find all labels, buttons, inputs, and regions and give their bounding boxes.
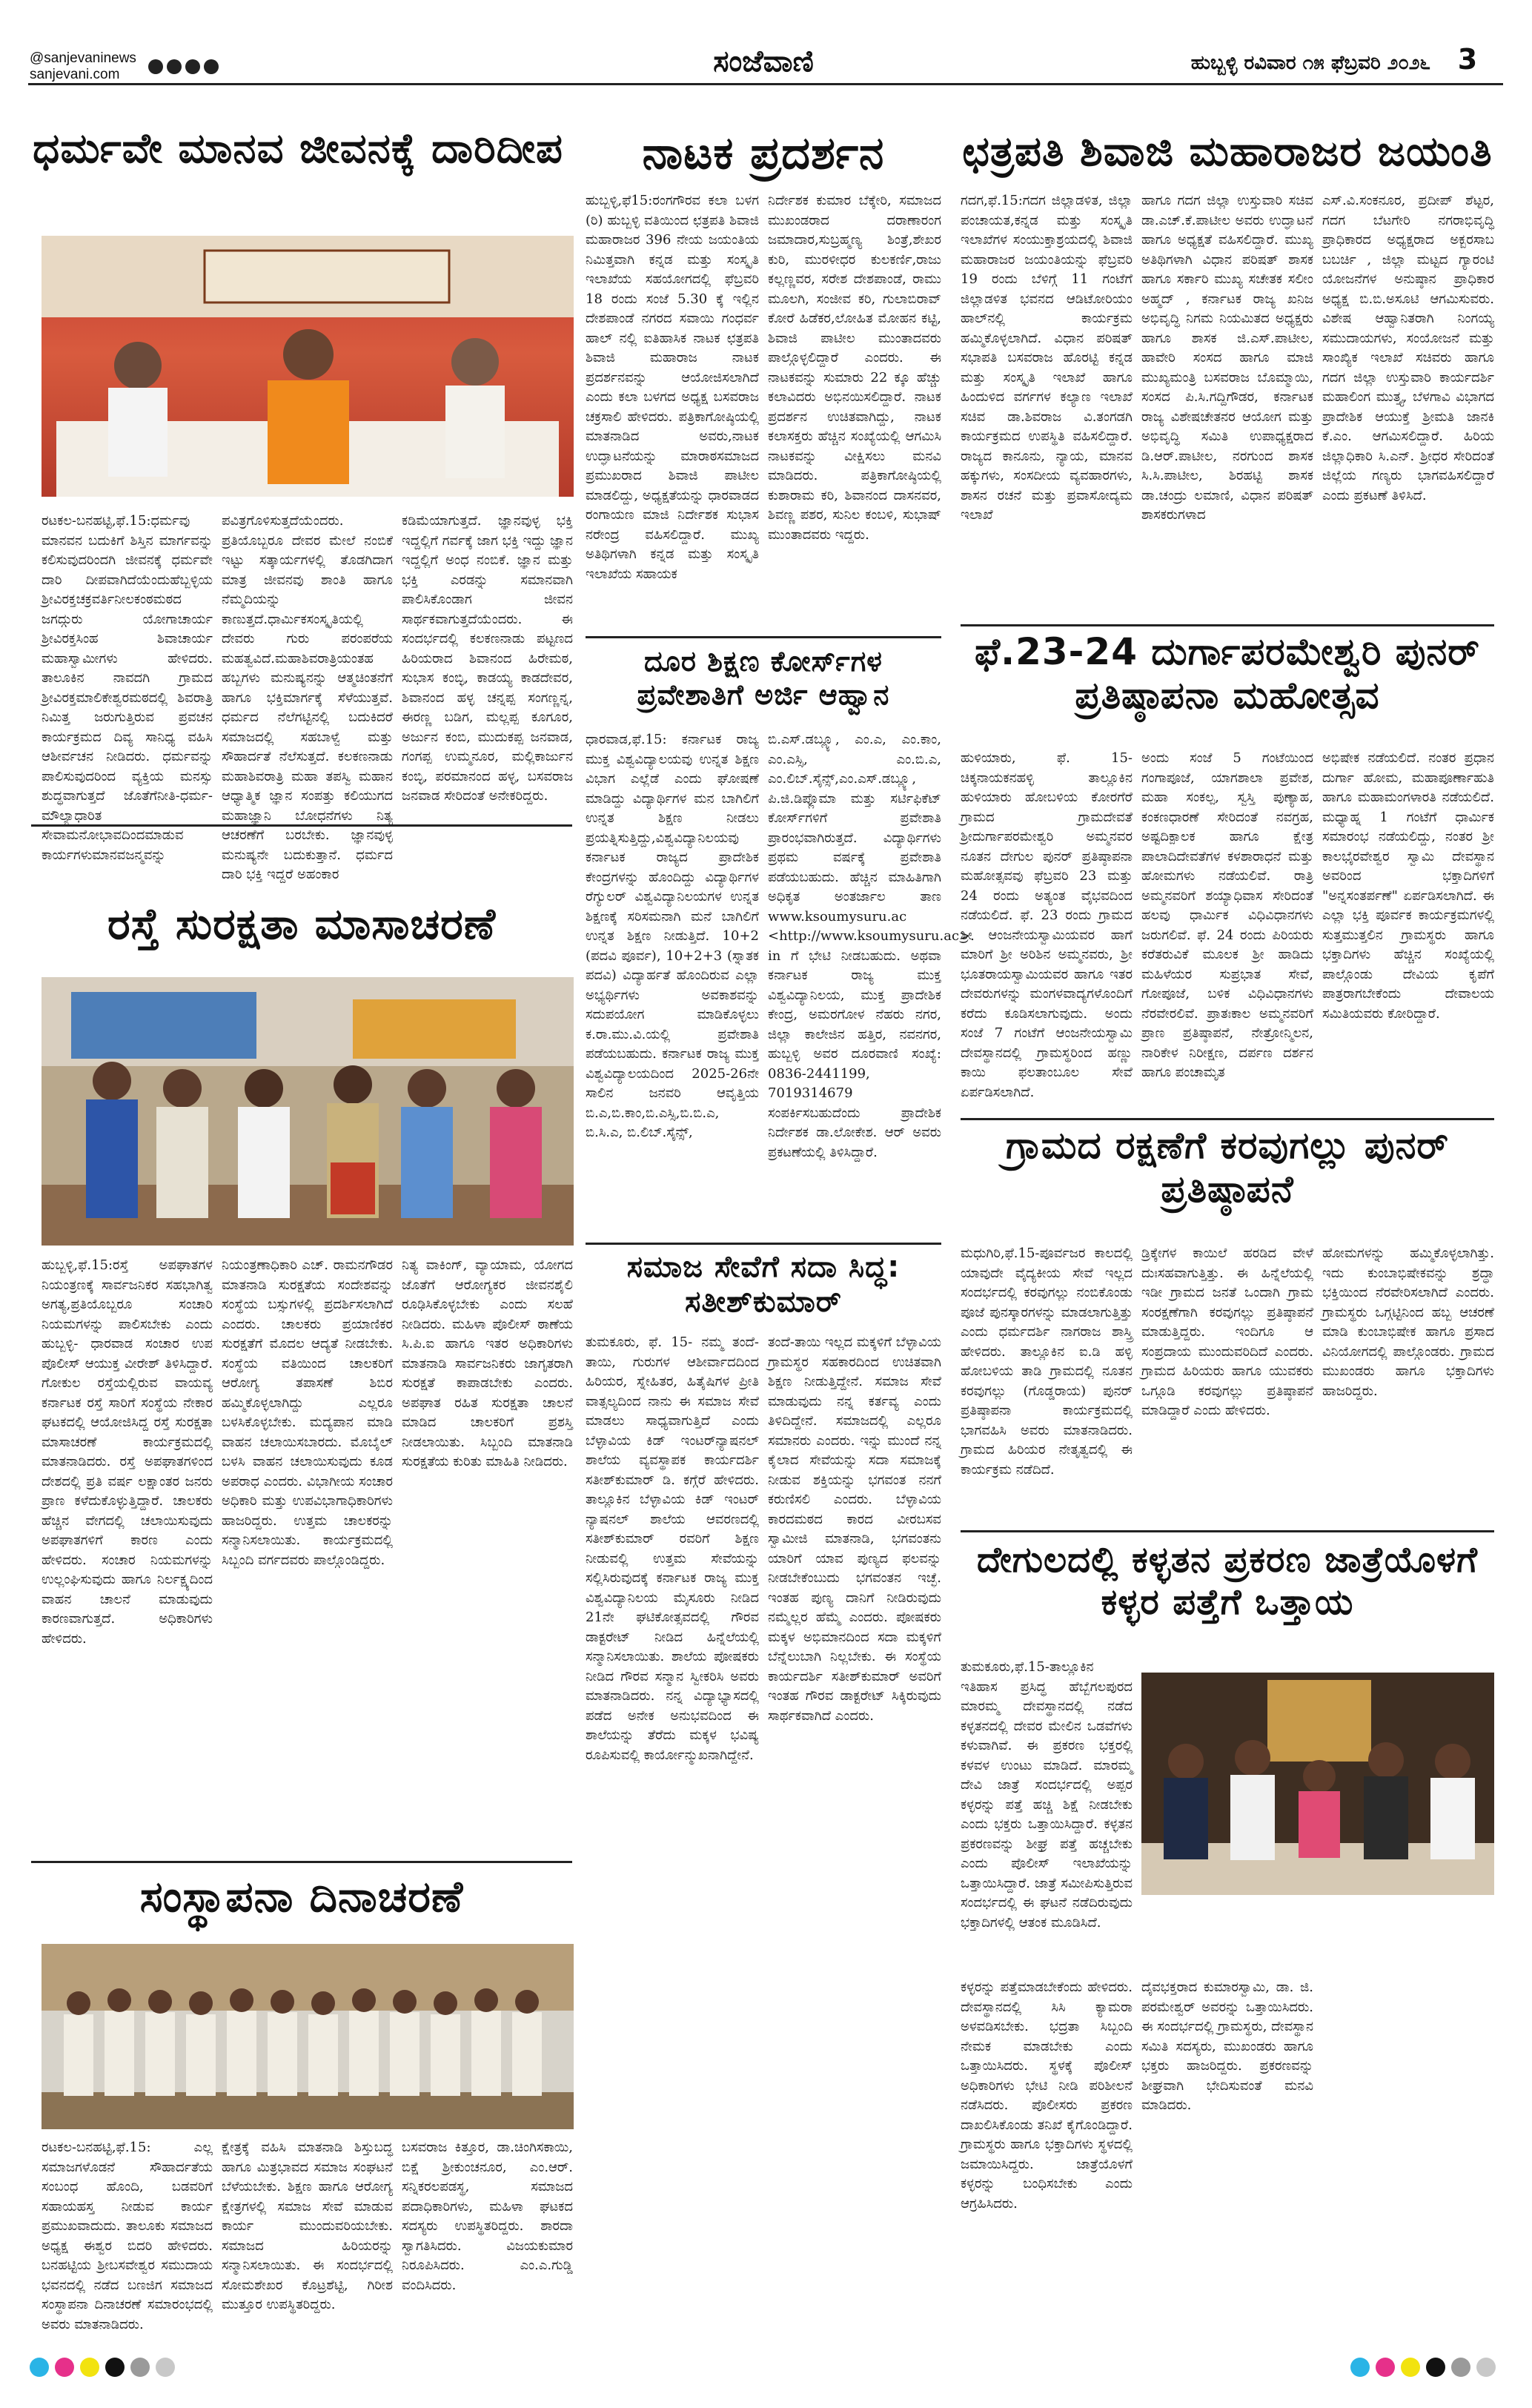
nataka-headline: ನಾಟಕ ಪ್ರದರ್ಶನ — [642, 128, 885, 179]
registration-marks-right — [1350, 2358, 1496, 2377]
kallatana-column: ತುಮಕೂರು,ಫೆ.15-ತಾಲ್ಲೂಕಿನ ಇತಿಹಾಸ ಪ್ರಸಿದ್ಧ ಹೆಬ್ಬೆಗಲಪುರದ ಮಾರಮ್ಮ ದೇವಸ್ಥಾನದಲ್ಲಿ ನಡೆದ ಕಳ್ಳತನದಲ್ಲಿ ದೇವರ ಮೇಲಿನ ಒಡವೆಗಳು ಕಳುವಾಗಿವೆ. ಈ ಪ್ರಕರಣ ಭಕ್ತರಲ್ಲಿ ಕಳವಳ ಉಂಟು ಮಾಡಿದೆ. ಮಾರಮ್ಮ ದೇವಿ ಜಾತ್ರೆ ಸಂದರ್ಭದಲ್ಲಿ ಅಪ್ಪರ ಕಳ್ಳರನ್ನು ಪತ್ತೆ ಹಚ್ಚಿ ಶಿಕ್ಷೆ ನೀಡಬೇಕು ಎಂದು ಭಕ್ತರು ಒತ್ತಾಯಿಸಿದ್ದಾರೆ. ಕಳ್ಳತನ ಪ್ರಕರಣವನ್ನು ಶೀಘ್ರ ಪತ್ತೆ ಹಚ್ಚಬೇಕು ಎಂದು ಪೊಲೀಸ್ ಇಲಾಖೆಯನ್ನು ಒತ್ತಾಯಿಸಿದ್ದಾರೆ. ಜಾತ್ರೆ ಸಮೀಪಿಸುತ್ತಿರುವ ಸಂದರ್ಭದಲ್ಲಿ ಈ ಘಟನೆ ನಡೆದಿರುವುದು ಭಕ್ತಾದಿಗಳಲ್ಲಿ ಆತಂಕ ಮೂಡಿಸಿದೆ. — [961, 1659, 1133, 1931]
shivaji-column: ಗದಗ,ಫೆ.15:ಗದಗ ಜಿಲ್ಲಾಡಳಿತ, ಜಿಲ್ಲಾ ಪಂಚಾಯತ,ಕನ್ನಡ ಮತ್ತು ಸಂಸ್ಕೃತಿ ಇಲಾಖೆಗಳ ಸಂಯುಕ್ತಾಶ್ರಯದಲ್ಲಿ ಶಿವಾಜಿ ಮಹಾರಾಜರ ಜಯಂತಿಯನ್ನು ಫೆಬ್ರವರಿ 19 ರಂದು ಬೆಳಿಗ್ಗೆ 11 ಗಂಟೆಗೆ ಜಿಲ್ಲಾಡಳಿತ ಭವನದ ಆಡಿಟೋರಿಯಂ ಹಾಲ್‌ನಲ್ಲಿ ಕಾರ್ಯಕ್ರಮ ಹಮ್ಮಿಕೊಳ್ಳಲಾಗಿದೆ. ವಿಧಾನ ಪರಿಷತ್ ಸಭಾಪತಿ ಬಸವರಾಜ ಹೊರಟ್ಟಿ ಕನ್ನಡ ಮತ್ತು ಸಂಸ್ಕೃತಿ ಇಲಾಖೆ ಹಾಗೂ ಹಿಂದುಳಿದ ವರ್ಗಗಳ ಕಲ್ಯಾಣ ಇಲಾಖೆ ಸಚಿವ ಡಾ.ಶಿವರಾಜ ವಿ.ತಂಗಡಗಿ ಕಾರ್ಯಕ್ರಮದ ಉಪಸ್ಥಿತಿ ವಹಿಸಲಿದ್ದಾರೆ. ರಾಜ್ಯದ ಕಾನೂನು, ನ್ಯಾಯ, ಮಾನವ ಹಕ್ಕುಗಳು, ಸಂಸದೀಯ ವ್ಯವಹಾರಗಳು, ಶಾಸನ ರಚನೆ ಮತ್ತು ಪ್ರವಾಸೋದ್ಯಮ ಇಲಾಖೆ — [961, 193, 1133, 523]
shivaji-column: ಹಾಗೂ ಗದಗ ಜಿಲ್ಲಾ ಉಸ್ತುವಾರಿ ಸಚಿವ ಡಾ.ಎಚ್.ಕೆ.ಪಾಟೀಲ ಅವರು ಉದ್ಘಾಟನೆ ಹಾಗೂ ಅಧ್ಯಕ್ಷತೆ ವಹಿಸಲಿದ್ದಾರೆ. ಮುಖ್ಯ ಅತಿಥಿಗಳಾಗಿ ವಿಧಾನ ಪರಿಷತ್ ಶಾಸಕ ಹಾಗೂ ಸರ್ಕಾರಿ ಮುಖ್ಯ ಸಚೇತಕ ಸಲೀಂ ಅಹ್ಮದ್ , ಕರ್ನಾಟಕ ರಾಜ್ಯ ಖನಿಜ ಅಭಿವೃದ್ಧಿ ನಿಗಮ ನಿಯಮಿತದ ಅಧ್ಯಕ್ಷರು ಹಾಗೂ ಶಾಸಕ ಜಿ.ಎಸ್.ಪಾಟೀಲ, ಹಾವೇರಿ ಸಂಸದ ಹಾಗೂ ಮಾಜಿ ಮುಖ್ಯಮಂತ್ರಿ ಬಸವರಾಜ ಬೊಮ್ಮಾಯಿ, ಸಂಸದ ಪಿ.ಸಿ.ಗದ್ದಿಗೌಡರ, ಕರ್ನಾಟಕ ರಾಜ್ಯ ವಿಶೇಷಚೇತನರ ಆಯೋಗ ಮತ್ತು ಅಭಿವೃದ್ಧಿ ಸಮಿತಿ ಉಪಾಧ್ಯಕ್ಷರಾದ ಡಿ.ಆರ್.ಪಾಟೀಲ, ನರಗುಂದ ಶಾಸಕ ಸಿ.ಸಿ.ಪಾಟೀಲ, ಶಿರಹಟ್ಟಿ ಶಾಸಕ ಡಾ.ಚಂದ್ರು ಲಮಾಣಿ, ವಿಧಾನ ಪರಿಷತ್ ಶಾಸಕರುಗಳಾದ — [1141, 193, 1313, 523]
dateline: ಹುಬ್ಬಳ್ಳಿ ರವಿವಾರ ೧೫ ಫೆಬ್ರವರಿ ೨೦೨೬ — [1190, 52, 1430, 74]
registration-dot — [1476, 2358, 1496, 2377]
raste-body — [42, 1256, 574, 1886]
dharma-headline: ಧರ್ಮವೇ ಮಾನವ ಜೀವನಕ್ಕೆ ದಾರಿದೀಪ — [33, 125, 563, 173]
registration-dot — [1350, 2358, 1370, 2377]
raste-column: ನಿಯಂತ್ರಣಾಧಿಕಾರಿ ಎಚ್. ರಾಮನಗೌಡರ ಮಾತನಾಡಿ ಸುರಕ್ಷತೆಯ ಸಂದೇಶವನ್ನು ಸಂಸ್ಥೆಯ ಬಸ್ಸುಗಳಲ್ಲಿ ಪ್ರದರ್ಶಿಸಲಾಗಿದೆ ಎಂದರು. ಚಾಲಕರು ಪ್ರಯಾಣಿಕರ ಸುರಕ್ಷತೆಗೆ ಮೊದಲ ಆದ್ಯತೆ ನೀಡಬೇಕು. ಸಂಸ್ಥೆಯ ವತಿಯಿಂದ ಚಾಲಕರಿಗೆ ಆರೋಗ್ಯ ತಪಾಸಣೆ ಶಿಬಿರ ಹಮ್ಮಿಕೊಳ್ಳಲಾಗಿದ್ದು ಎಲ್ಲರೂ ಬಳಸಿಕೊಳ್ಳಬೇಕು. ಮದ್ಯಪಾನ ಮಾಡಿ ವಾಹನ ಚಲಾಯಿಸಬಾರದು. ಮೊಬೈಲ್ ಬಳಸಿ ವಾಹನ ಚಲಾಯಿಸುವುದು ಕೂಡ ಅಪರಾಧ ಎಂದರು. ವಿಭಾಗೀಯ ಸಂಚಾರ ಅಧಿಕಾರಿ ಮತ್ತು ಉಪವಿಭಾಗಾಧಿಕಾರಿಗಳು ಹಾಜರಿದ್ದರು. ಉತ್ತಮ ಚಾಲಕರನ್ನು ಸನ್ಮಾನಿಸಲಾಯಿತು. ಕಾರ್ಯಕ್ರಮದಲ್ಲಿ ಸಿಬ್ಬಂದಿ ವರ್ಗದವರು ಪಾಲ್ಗೊಂಡಿದ್ದರು. — [222, 1257, 393, 1568]
samsthapana-column: ಬಸವರಾಜ ಕಿತ್ತೂರ, ಡಾ.ಚಿಂಗಿಸಕಾಯಿ, ಬಿಕ್ಷೆ ಶ್ರೀಕುಂಚನೂರ, ಎಂ.ಆರ್. ಸನ್ನಿಕರಲಪಡಸ್ಥ, ಸಮಾಜದ ಪದಾಧಿಕಾರಿಗಳು, ಮಹಿಳಾ ಘಟಕದ ಸದಸ್ಯರು ಉಪಸ್ಥಿತರಿದ್ದರು. ಶಾರದಾ ಸ್ವಾಗತಿಸಿದರು. ವಿಜಯಕುಮಾರ ನಿರೂಪಿಸಿದರು. ಎಂ.ಎ.ಗುಡ್ಡಿ ವಂದಿಸಿದರು. — [402, 2140, 573, 2293]
shivaji-body — [961, 191, 1494, 615]
registration-dot — [1376, 2358, 1395, 2377]
samsthapana-rule — [31, 1861, 572, 1863]
social-icons — [148, 59, 219, 74]
registration-dot — [1401, 2358, 1420, 2377]
raste-column: ನಿತ್ಯ ವಾಕಿಂಗ್, ವ್ಯಾಯಾಮ, ಯೋಗದ ಜೊತೆಗೆ ಆರೋಗ್ಯಕರ ಜೀವನಶೈಲಿ ರೂಢಿಸಿಕೊಳ್ಳಬೇಕು ಎಂದು ಸಲಹೆ ನೀಡಿದರು. ಮಹಿಳಾ ಪೊಲೀಸ್ ಠಾಣೆಯ ಸಿ.ಪಿ.ಐ ಹಾಗೂ ಇತರ ಅಧಿಕಾರಿಗಳು ಮಾತನಾಡಿ ಸಾರ್ವಜನಿಕರು ಜಾಗೃತರಾಗಿ ಸುರಕ್ಷತೆ ಕಾಪಾಡಬೇಕು ಎಂದರು. ಅಪಘಾತ ರಹಿತ ಸುರಕ್ಷತಾ ಚಾಲನೆ ಮಾಡಿದ ಚಾಲಕರಿಗೆ ಪ್ರಶಸ್ತಿ ನೀಡಲಾಯಿತು. ಸಿಬ್ಬಂದಿ ಮಾತನಾಡಿ ಸುರಕ್ಷತೆಯ ಕುರಿತು ಮಾಹಿತಿ ನೀಡಿದರು. — [402, 1257, 573, 1469]
samsthapana-column: ಕ್ಷೇತ್ರಕ್ಕೆ ವಹಿಸಿ ಮಾತನಾಡಿ ಶಿಸ್ತುಬದ್ಧ ಹಾಗೂ ಮಿತ್ರಭಾವದ ಸಮಾಜ ಸಂಘಟನೆ ಬೆಳೆಯಬೇಕು. ಶಿಕ್ಷಣ ಹಾಗೂ ಆರೋಗ್ಯ ಕ್ಷೇತ್ರಗಳಲ್ಲಿ ಸಮಾಜ ಸೇವೆ ಮಾಡುವ ಕಾರ್ಯ ಮುಂದುವರಿಯಬೇಕು. ಸಮಾಜದ ಹಿರಿಯರನ್ನು ಸನ್ಮಾನಿಸಲಾಯಿತು. ಈ ಸಂದರ್ಭದಲ್ಲಿ ಸೋಮಶೇಖರ ಕೊಟ್ರಶೆಟ್ಟಿ, ಗಿರೀಶ ಮುತ್ತೂರ ಉಪಸ್ಥಿತರಿದ್ದರು. — [222, 2140, 393, 2312]
samsthapana-body — [42, 2138, 574, 2340]
samsthapana-photo — [42, 1944, 574, 2129]
samaja-column: ತುಮಕೂರು, ಫೆ. 15- ನಮ್ಮ ತಂದೆ-ತಾಯಿ, ಗುರುಗಳ ಆಶೀರ್ವಾದದಿಂದ ಹಿರಿಯರ, ಸ್ನೇಹಿತರ, ಹಿತೈಷಿಗಳ ಪ್ರೀತಿ ವಾತ್ಸಲ್ಯದಿಂದ ನಾನು ಈ ಸಮಾಜ ಸೇವೆ ಮಾಡಲು ಸಾಧ್ಯವಾಗುತ್ತಿದೆ ಎಂದು ಬೆಳ್ಳಾವಿಯ ಕಿಡ್ ಇಂಟರ್‌ನ್ಯಾಷನಲ್ ಶಾಲೆಯ ವ್ಯವಸ್ಥಾಪಕ ಕಾರ್ಯದರ್ಶಿ ಸತೀಶ್‌ಕುಮಾರ್ ಡಿ. ಕಗ್ಗೆರೆ ಹೇಳಿದರು. ತಾಲ್ಲೂಕಿನ ಬೆಳ್ಳಾವಿಯ ಕಿಡ್ ಇಂಟರ್ ನ್ಯಾಷನಲ್ ಶಾಲೆಯ ಆವರಣದಲ್ಲಿ ಸತೀಶ್‌ಕುಮಾರ್ ರವರಿಗೆ ಶಿಕ್ಷಣ ನೀಡುವಲ್ಲಿ ಉತ್ತಮ ಸೇವೆಯನ್ನು ಸಲ್ಲಿಸಿರುವುದಕ್ಕೆ ಕರ್ನಾಟಕ ರಾಜ್ಯ ಮುಕ್ತ ವಿಶ್ವವಿದ್ಯಾನಿಲಯ ಮೈಸೂರು ನೀಡಿದ 21ನೇ ಘಟಿಕೋತ್ಸವದಲ್ಲಿ ಗೌರವ ಡಾಕ್ಟರೇಟ್ ನೀಡಿದ ಹಿನ್ನೆಲೆಯಲ್ಲಿ ಸನ್ಮಾನಿಸಲಾಯಿತು. ಶಾಲೆಯ ಪೋಷಕರು ನೀಡಿದ ಗೌರವ ಸನ್ಮಾನ ಸ್ವೀಕರಿಸಿ ಅವರು ಮಾತನಾಡಿದರು. ನನ್ನ ವಿದ್ಯಾಭ್ಯಾಸದಲ್ಲಿ ಪಡೆದ ಅನೇಕ ಅನುಭವದಿಂದ ಈ ಶಾಲೆಯನ್ನು ತೆರೆದು ಮಕ್ಕಳ ಭವಿಷ್ಯ ರೂಪಿಸುವಲ್ಲಿ ಕಾರ್ಯೋನ್ಮುಖನಾಗಿದ್ದೇನೆ. — [586, 1334, 759, 1763]
facebook-icon[interactable] — [148, 59, 163, 74]
registration-dot — [105, 2358, 125, 2377]
durga-column: ಅಂದು ಸಂಜೆ 5 ಗಂಟೆಯಿಂದ ಗಂಗಾಪೂಜೆ, ಯಾಗಶಾಲಾ ಪ್ರವೇಶ, ಮಹಾ ಸಂಕಲ್ಪ, ಸ್ವಸ್ತಿ ಪುಣ್ಯಾಹ, ಕಂಕಣಧಾರಣೆ ಸೇರಿದಂತೆ ನವಗ್ರಹ, ಅಷ್ಟದಿಕ್ಪಾಲಕ ಹಾಗೂ ಕ್ಷೇತ್ರ ಪಾಲಾದಿದೇವತೆಗಳ ಕಳಶಾರಾಧನೆ ಮತ್ತು ಹೋಮಗಳು ನಡೆಯಲಿವೆ. ರಾತ್ರಿ ಅಮ್ಮನವರಿಗೆ ಶಯ್ಯಾಧಿವಾಸ ಸೇರಿದಂತೆ ಹಲವು ಧಾರ್ಮಿಕ ವಿಧಿವಿಧಾನಗಳು ಜರುಗಲಿವೆ. ಫೆ. 24 ರಂದು ಪಿರಿಯರು ಕರೆತರುವಿಕೆ ಮೂಲಕ ಶ್ರೀ ಹಾಡಿದು ಮಹಿಳೆಯರ ಸುಪ್ರಭಾತ ಸೇವೆ, ಗೋಪೂಜೆ, ಬಳಿಕ ವಿಧಿವಿಧಾನಗಳು ನೆರವೇರಲಿವೆ. ಪ್ರಾತಃಕಾಲ ಅಮ್ಮನವರಿಗೆ ಪ್ರಾಣ ಪ್ರತಿಷ್ಠಾಪನೆ, ನೇತ್ರೋನ್ಮಿಲನ, ನಾರಿಕೇಳ ನಿರೀಕ್ಷಣ, ದರ್ಪಣ ದರ್ಶನ ಹಾಗೂ ಪಂಚಾಮೃತ — [1141, 750, 1313, 1080]
kallatana-photo — [1141, 1673, 1494, 1895]
kallatana-body-bottom — [961, 1978, 1494, 2289]
registration-dot — [130, 2358, 150, 2377]
karavu-column: ಡ್ರಿಕ್ಕೇಗಳ ಕಾಯಿಲೆ ಹರಡಿದ ವೇಳೆ ದುಃಸಹವಾಗುತ್ತಿತ್ತು. ಈ ಹಿನ್ನೆಲೆಯಲ್ಲಿ ಇಡೀ ಗ್ರಾಮದ ಜನತೆ ಒಂದಾಗಿ ಗ್ರಾಮ ಸಂರಕ್ಷಣೆಗಾಗಿ ಕರವುಗಲ್ಲು ಪ್ರತಿಷ್ಠಾಪನೆ ಮಾಡುತ್ತಿದ್ದರು. ಇಂದಿಗೂ ಆ ಸಂಪ್ರದಾಯ ಮುಂದುವರಿದಿದೆ ಎಂದರು. ಗ್ರಾಮದ ಹಿರಿಯರು ಹಾಗೂ ಯುವಕರು ಒಗ್ಗೂಡಿ ಕರವುಗಲ್ಲು ಪ್ರತಿಷ್ಠಾಪನೆ ಮಾಡಿದ್ದಾರೆ ಎಂದು ಹೇಳಿದರು. — [1141, 1246, 1313, 1418]
samaja-column: ತಂದೆ-ತಾಯಿ ಇಲ್ಲದ ಮಕ್ಕಳಿಗೆ ಬೆಳ್ಳಾವಿಯ ಗ್ರಾಮಸ್ಥರ ಸಹಕಾರದಿಂದ ಉಚಿತವಾಗಿ ಶಿಕ್ಷಣ ನೀಡುತ್ತಿದ್ದೇನೆ. ಸಮಾಜ ಸೇವೆ ಮಾಡುವುದು ನನ್ನ ಕರ್ತವ್ಯ ಎಂದು ತಿಳಿದಿದ್ದೇನೆ. ಸಮಾಜದಲ್ಲಿ ಎಲ್ಲರೂ ಸಮಾನರು ಎಂದರು. ಇನ್ನು ಮುಂದೆ ನನ್ನ ಕೈಲಾದ ಸೇವೆಯನ್ನು ಸದಾ ಸಮಾಜಕ್ಕೆ ನೀಡುವ ಶಕ್ತಿಯನ್ನು ಭಗವಂತ ನನಗೆ ಕರುಣಿಸಲಿ ಎಂದರು. ಬೆಳ್ಳಾವಿಯ ಕಾರದಮಠದ ಕಾರದ ವೀರಬಸವ ಸ್ವಾಮೀಜಿ ಮಾತನಾಡಿ, ಭಗವಂತನು ಯಾರಿಗೆ ಯಾವ ಪುಣ್ಯದ ಫಲವನ್ನು ನೀಡಬೇಕೆಂಬುದು ಭಗವಂತನ ಇಚ್ಛೆ. ಇಂತಹ ಪುಣ್ಯ ದಾನಿಗೆ ನೀಡಿರುವುದು ನಮ್ಮೆಲ್ಲರ ಹೆಮ್ಮೆ ಎಂದರು. ಪೋಷಕರು ಮಕ್ಕಳ ಅಭಿಮಾನದಿಂದ ಸದಾ ಮಕ್ಕಳಿಗೆ ಬೆನ್ನೆಲುಬಾಗಿ ನಿಲ್ಲಬೇಕು. ಈ ಸಂಸ್ಥೆಯ ಕಾರ್ಯದರ್ಶಿ ಸತೀಶ್‌ಕುಮಾರ್ ಅವರಿಗೆ ಇಂತಹ ಗೌರವ ಡಾಕ್ಟರೇಟ್ ಸಿಕ್ಕಿರುವುದು ಸಾರ್ಥಕವಾಗಿದೆ ಎಂದರು. — [768, 1334, 941, 1724]
shikshana-rule — [586, 636, 941, 638]
dharma-body — [42, 512, 574, 882]
shivaji-column: ಎಸ್.ವಿ.ಸಂಕನೂರ, ಪ್ರದೀಪ್ ಶೆಟ್ಟರ, ಗದಗ ಬೆಟಗೇರಿ ನಗರಾಭಿವೃದ್ಧಿ ಪ್ರಾಧಿಕಾರದ ಅಧ್ಯಕ್ಷರಾದ ಅಕ್ಬರಸಾಬ ಬಬರ್ಚಿ , ಜಿಲ್ಲಾ ಮಟ್ಟದ ಗ್ಯಾರಂಟಿ ಯೋಜನೆಗಳ ಅನುಷ್ಠಾನ ಪ್ರಾಧಿಕಾರ ಅಧ್ಯಕ್ಷ ಬಿ.ಬಿ.ಅಸೂಟಿ ಆಗಮಿಸುವರು. ವಿಶೇಷ ಆಹ್ವಾನಿತರಾಗಿ ನಿಂಗಯ್ಯ ಸಮುದಾಯಗಳು, ಸಂಯೋಜನೆ ಮತ್ತು ಸಾಂಖ್ಯಿಕ ಇಲಾಖೆ ಸಚಿವರು ಹಾಗೂ ಗದಗ ಜಿಲ್ಲಾ ಉಸ್ತುವಾರಿ ಕಾರ್ಯದರ್ಶಿ ಮಹಾಲಿಂಗ ಮುತ್ತ್ಯ, ಬೆಳಗಾವಿ ವಿಭಾಗದ ಪ್ರಾದೇಶಿಕ ಆಯುಕ್ತೆ ಶ್ರೀಮತಿ ಜಾನಕಿ ಕೆ.ಎಂ. ಆಗಮಿಸಲಿದ್ದಾರೆ. ಹಿರಿಯ ಜಿಲ್ಲಾಧಿಕಾರಿ ಸಿ.ಎನ್. ಶ್ರೀಧರ ಸೇರಿದಂತೆ ಜಿಲ್ಲೆಯ ಗಣ್ಯರು ಭಾಗವಹಿಸಲಿದ್ದಾರೆ ಎಂದು ಪ್ರಕಟಣೆ ತಿಳಿಸಿದೆ. — [1322, 193, 1494, 503]
kallatana-body-top — [961, 1658, 1133, 1969]
samaja-body — [586, 1333, 941, 2341]
kallatana-photo-scene — [1141, 1673, 1494, 1895]
shikshana-column: ಬಿ.ಎಸ್.ಡಬ್ಲ್ಯೂ, ಎಂ.ಎ, ಎಂ.ಕಾಂ, ಎಂ.ಎಸ್ಸಿ, ಎಂ.ಬಿ.ಎ, ಎಂ.ಲಿಬ್.ಸೈನ್ಸ್,ಎಂ.ಎಸ್.ಡಬ್ಲ್ಯೂ, ಪಿ.ಜಿ.ಡಿಪ್ಲೊಮಾ ಮತ್ತು ಸರ್ಟಿಫಿಕೆಟ್ ಕೋರ್ಸ್‌ಗಳಿಗೆ ಪ್ರವೇಶಾತಿ ಪ್ರಾರಂಭವಾಗಿರುತ್ತದೆ. ವಿದ್ಯಾರ್ಥಿಗಳು ಪ್ರಥಮ ವರ್ಷಕ್ಕೆ ಪ್ರವೇಶಾತಿ ಪಡೆಯಬಹುದು. ಹೆಚ್ಚಿನ ಮಾಹಿತಿಗಾಗಿ ಅಧಿಕೃತ ಅಂತರ್ಜಾಲ ತಾಣ www.ksoumysuru.ac <http://www.ksoumysuru.ac>. in ಗೆ ಭೇಟಿ ನೀಡಬಹುದು. ಅಥವಾ ಕರ್ನಾಟಕ ರಾಜ್ಯ ಮುಕ್ತ ವಿಶ್ವವಿದ್ಯಾನಿಲಯ, ಮುಕ್ತ ಪ್ರಾದೇಶಿಕ ಕೇಂದ್ರ, ಅಮರಗೋಳ ನೆಹರು ನಗರ, ಜಿಲ್ಲಾ ಕಾಲೇಜಿನ ಹತ್ತಿರ, ನವನಗರ, ಹುಬ್ಬಳ್ಳಿ ಅವರ ದೂರವಾಣಿ ಸಂಖ್ಯೆ: 0836-2441199, 7019314679 ಸಂಪರ್ಕಿಸಬಹುದೆಂದು ಪ್ರಾದೇಶಿಕ ನಿರ್ದೇಶಕ ಡಾ.ಲೋಕೇಶ. ಆರ್ ಅವರು ಪ್ರಕಟಣೆಯಲ್ಲಿ ತಿಳಿಸಿದ್ದಾರೆ. — [768, 732, 975, 1160]
nataka-column: ಹುಬ್ಬಳ್ಳಿ,ಫೆ15:ರಂಗಗೌರವ ಕಲಾ ಬಳಗ (ರಿ) ಹುಬ್ಬಳ್ಳಿ ವತಿಯಿಂದ ಛತ್ರಪತಿ ಶಿವಾಜಿ ಮಹಾರಾಜರ 396 ನೇಯ ಜಯಂತಿಯ ನಿಮಿತ್ತವಾಗಿ ಕನ್ನಡ ಮತ್ತು ಸಂಸ್ಕೃತಿ ಇಲಾಖೆಯ ಸಹಯೋಗದಲ್ಲಿ ಫೆಬ್ರವರಿ 18 ರಂದು ಸಂಜೆ 5.30 ಕ್ಕೆ ಇಲ್ಲಿನ ದೇಶಪಾಂಡೆ ನಗರದ ಸವಾಯಿ ಗಂಧರ್ವ ಹಾಲ್ ನಲ್ಲಿ ಐತಿಹಾಸಿಕ ನಾಟಕ ಛತ್ರಪತಿ ಶಿವಾಜಿ ಮಹಾರಾಜ ನಾಟಕ ಪ್ರದರ್ಶನವನ್ನು ಆಯೋಜಿಸಲಾಗಿದೆ ಎಂದು ಕಲಾ ಬಳಗದ ಅಧ್ಯಕ್ಷ ಬಸವರಾಜ ಚಕ್ರಸಾಲಿ ಹೇಳಿದರು. ಪತ್ರಿಕಾಗೋಷ್ಠಿಯಲ್ಲಿ ಮಾತನಾಡಿದ ಅವರು,ನಾಟಕ ಉದ್ಘಾಟನೆಯನ್ನು ಮಾರಾಠಸಮಾಜದ ಪ್ರಮುಖರಾದ ಶಿವಾಜಿ ಪಾಟೀಲ ಮಾಡಲಿದ್ದು, ಅಧ್ಯಕ್ಷತೆಯನ್ನು ಧಾರವಾಡದ ರಂಗಾಯಣ ಮಾಜಿ ನಿರ್ದೇಶಕ ಸುಭಾಸ ನರೇಂದ್ರ ವಹಿಸಲಿದ್ದಾರೆ. ಮುಖ್ಯ ಅತಿಥಿಗಳಾಗಿ ಕನ್ನಡ ಮತ್ತು ಸಂಸ್ಕೃತಿ ಇಲಾಖೆಯ ಸಹಾಯಕ — [586, 193, 759, 582]
raste-column: ಹುಬ್ಬಳ್ಳಿ,ಫೆ.15:ರಸ್ತೆ ಅಪಘಾತಗಳ ನಿಯಂತ್ರಣಕ್ಕೆ ಸಾರ್ವಜನಿಕರ ಸಹಭಾಗಿತ್ವ ಅಗತ್ಯ,ಪ್ರತಿಯೊಬ್ಬರೂ ಸಂಚಾರಿ ನಿಯಮಗಳನ್ನು ಪಾಲಿಸಬೇಕು ಎಂದು ಹುಬ್ಬಳ್ಳಿ- ಧಾರವಾಡ ಸಂಚಾರ ಉಪ ಪೊಲೀಸ್ ಆಯುಕ್ತ ವೀರೇಶ್ ತಿಳಿಸಿದ್ದಾರೆ. ಗೋಕುಲ ರಸ್ತೆಯಲ್ಲಿರುವ ವಾಯವ್ಯ ಕರ್ನಾಟಕ ರಸ್ತೆ ಸಾರಿಗೆ ಸಂಸ್ಥೆಯ ನೇಕಾರ ಘಟಕದಲ್ಲಿ ಆಯೋಜಿಸಿದ್ದ ರಸ್ತೆ ಸುರಕ್ಷತಾ ಮಾಸಾಚರಣೆ ಕಾರ್ಯಕ್ರಮದಲ್ಲಿ ಮಾತನಾಡಿದರು. ರಸ್ತೆ ಅಪಘಾತಗಳಿಂದ ದೇಶದಲ್ಲಿ ಪ್ರತಿ ವರ್ಷ ಲಕ್ಷಾಂತರ ಜನರು ಪ್ರಾಣ ಕಳೆದುಕೊಳ್ಳುತ್ತಿದ್ದಾರೆ. ಚಾಲಕರು ಹೆಚ್ಚಿನ ವೇಗದಲ್ಲಿ ಚಲಾಯಿಸುವುದು ಅಪಘಾತಗಳಿಗೆ ಕಾರಣ ಎಂದು ಹೇಳಿದರು. ಸಂಚಾರ ನಿಯಮಗಳನ್ನು ಉಲ್ಲಂಘಿಸುವುದು ಹಾಗೂ ನಿರ್ಲಕ್ಷ್ಯದಿಂದ ವಾಹನ ಚಾಲನೆ ಮಾಡುವುದು ಕಾರಣವಾಗುತ್ತದೆ. ಅಧಿಕಾರಿಗಳು ಹೇಳಿದರು. — [42, 1257, 213, 1647]
masthead-rule — [28, 83, 1503, 85]
registration-dot — [1451, 2358, 1470, 2377]
registration-dot — [30, 2358, 49, 2377]
youtube-icon[interactable] — [204, 59, 219, 74]
samsthapana-headline: ಸಂಸ್ಥಾಪನಾ ದಿನಾಚರಣೆ — [139, 1871, 464, 1922]
durga-headline: ಫೆ.23-24 ದುರ್ಗಾಪರಮೇಶ್ವರಿ ಪುನರ್ ಪ್ರತಿಷ್ಠಾಪನಾ ಮಹೋತ್ಸವ — [975, 630, 1480, 717]
dharma-photo-scene — [42, 236, 574, 497]
shikshana-headline: ದೂರ ಶಿಕ್ಷಣ ಕೋರ್ಸ್‌ಗಳ ಪ್ರವೇಶಾತಿಗೆ ಅರ್ಜಿ ಆಹ್ವಾನ — [637, 645, 890, 711]
shikshana-column: ಧಾರವಾಡ,ಫೆ.15: ಕರ್ನಾಟಕ ರಾಜ್ಯ ಮುಕ್ತ ವಿಶ್ವವಿದ್ಯಾಲಯವು ಉನ್ನತ ಶಿಕ್ಷಣ ವಿಭಾಗ ಎಲ್ಲೆಡೆ ಎಂದು ಘೋಷಣೆ ಮಾಡಿದ್ದು ವಿದ್ಯಾರ್ಥಿಗಳ ಮನ ಬಾಗಿಲಿಗೆ ಉನ್ನತ ಶಿಕ್ಷಣ ನೀಡಲು ಪ್ರಯತ್ನಿಸುತ್ತಿದ್ದು,ವಿಶ್ವವಿದ್ಯಾನಿಲಯವು ಕರ್ನಾಟಕ ರಾಜ್ಯದ ಪ್ರಾದೇಶಿಕ ಕೇಂದ್ರಗಳನ್ನು ಹೊಂದಿದ್ದು ವಿದ್ಯಾರ್ಥಿಗಳ ರೆಗ್ಯುಲರ್ ವಿಶ್ವವಿದ್ಯಾನಿಲಯಗಳ ಉನ್ನತ ಶಿಕ್ಷಣಕ್ಕೆ ಸರಿಸಮನಾಗಿ ಮನೆ ಬಾಗಿಲಿಗೆ ಉನ್ನತ ಶಿಕ್ಷಣ ನೀಡುತ್ತಿದೆ. 10+2 (ಪದವಿ ಪೂರ್ವ), 10+2+3 (ಸ್ನಾತಕ ಪದವಿ) ವಿದ್ಯಾರ್ಹತೆ ಹೊಂದಿರುವ ಎಲ್ಲಾ ಅಭ್ಯರ್ಥಿಗಳು ಅವಕಾಶವನ್ನು ಸದುಪಯೋಗ ಮಾಡಿಕೊಳ್ಳಲು ಕ.ರಾ.ಮು.ವಿ.ಯಲ್ಲಿ ಪ್ರವೇಶಾತಿ ಪಡೆಯಬಹುದು. ಕರ್ನಾಟಕ ರಾಜ್ಯ ಮುಕ್ತ ವಿಶ್ವವಿದ್ಯಾಲಯದಿಂದ 2025-26ನೇ ಸಾಲಿನ ಜನವರಿ ಆವೃತ್ತಿಯ ಬಿ.ಎ,ಬಿ.ಕಾಂ,ಬಿ.ಎಸ್ಸಿ,ಬಿ.ಬಿ.ಎ, ಬಿ.ಸಿ.ಎ, ಬಿ.ಲಿಬ್.ಸೈನ್ಸ್, — [586, 732, 759, 1140]
shivaji-headline: ಛತ್ರಪತಿ ಶಿವಾಜಿ ಮಹಾರಾಜರ ಜಯಂತಿ — [962, 128, 1493, 176]
karavu-rule — [961, 1118, 1494, 1120]
durga-rule — [961, 624, 1494, 626]
kallatana-rule — [961, 1530, 1494, 1532]
durga-body — [961, 749, 1494, 1112]
samsthapana-photo-scene — [42, 1944, 574, 2129]
kallatana-column: ದೈವಭಕ್ತರಾದ ಕುಮಾರಸ್ವಾಮಿ, ಡಾ. ಜಿ. ಪರಮೇಶ್ವರ್ ಅವರನ್ನು ಒತ್ತಾಯಿಸಿದರು. ಈ ಸಂದರ್ಭದಲ್ಲಿ ಗ್ರಾಮಸ್ಥರು, ದೇವಸ್ಥಾನ ಸಮಿತಿ ಸದಸ್ಯರು, ಮುಖಂಡರು ಹಾಗೂ ಭಕ್ತರು ಹಾಜರಿದ್ದರು. ಪ್ರಕರಣವನ್ನು ಶೀಘ್ರವಾಗಿ ಭೇದಿಸುವಂತೆ ಮನವಿ ಮಾಡಿದರು. — [1141, 1979, 1313, 2113]
dharma-column: ಪವಿತ್ರಗೊಳಿಸುತ್ತದೆಯೆಂದರು. ಪ್ರತಿಯೊಬ್ಬರೂ ದೇವರ ಮೇಲೆ ನಂಬಿಕೆ ಇಟ್ಟು ಸತ್ಕಾರ್ಯಗಳಲ್ಲಿ ತೊಡಗಿದಾಗ ಮಾತ್ರ ಜೀವನವು ಶಾಂತಿ ಹಾಗೂ ನೆಮ್ಮದಿಯನ್ನು ಕಾಣುತ್ತದೆ.ಧಾರ್ಮಿಕಸಂಸ್ಕೃತಿಯಲ್ಲಿ ದೇವರು ಗುರು ಪರಂಪರೆಯ ಮಹತ್ವವಿದೆ.ಮಹಾಶಿವರಾತ್ರಿಯಂತಹ ಹಬ್ಬಗಳು ಮನುಷ್ಯನನ್ನು ಆತ್ಮಚಿಂತನೆಗೆ ಹಾಗೂ ಭಕ್ತಿಮಾರ್ಗಕ್ಕೆ ಸೆಳೆಯುತ್ತವೆ. ಧರ್ಮದ ನೆಲೆಗಟ್ಟಿನಲ್ಲಿ ಬದುಕಿದರೆ ಸಮಾಜದಲ್ಲಿ ಸಹಬಾಳ್ವೆ ಮತ್ತು ಸೌಹಾರ್ದತೆ ನೆಲೆಸುತ್ತದೆ. ಕಲಕಣನಾಡು ಮಹಾಶಿವರಾತ್ರಿ ಮಹಾ ತಪಸ್ವಿ ಮಹಾನ ಆಧ್ಯಾತ್ಮಿಕ ಜ್ಞಾನ ಸಂಪತ್ತು ಕಲಿಯುಗದ ಮಹಾಜ್ಞಾನಿ ಬೋಧನೆಗಳು ನಿತ್ಯ ಆಚರಣೆಗೆ ಬರಬೇಕು. ಜ್ಞಾನವುಳ್ಳ ಮನುಷ್ಯನೇ ಬದುಕುತ್ತಾನೆ. ಧರ್ಮದ ದಾರಿ ಭಕ್ತಿ ಇದ್ದರೆ ಅಹಂಕಾರ — [222, 513, 393, 882]
twitter-icon[interactable] — [167, 59, 182, 74]
nataka-column: ನಿರ್ದೇಶಕ ಕುಮಾರ ಬೆಕ್ಕೇರಿ, ಸಮಾಜದ ಮುಖಂಡರಾದ ದರಾಣಾರಂಗ ಜಮಾದಾರ,ಸುಬ್ರಹ್ಮಣ್ಯ ಶಿಂತ್ರೆ,ಶೇಖರ ಕುರಿ, ಮುರಳೀಧರ ಕುಲಕರ್ಣಿ,ರಾಜು ಕಲ್ಲಣ್ಣವರ, ಸರೇಶ ದೇಶಪಾಂಡೆ, ರಾಮು ಮೂಲಗಿ, ಸಂಜೀವ ಕರಿ, ಗುಲಾಬಿರಾವ್ ಕೋರೆ ಹಿಡೆಕರ,ಲೋಹಿತ ಮೋಹನ ಕಟ್ಟಿ, ಶಿವಾಜಿ ಪಾಟೀಲ ಮುಂತಾದವರು ಪಾಲ್ಗೊಳ್ಳಲಿದ್ದಾರೆ ಎಂದರು. ಈ ನಾಟಕವನ್ನು ಸುಮಾರು 22 ಕ್ಕೂ ಹೆಚ್ಚು ಕಲಾವಿದರು ಅಭಿನಯಿಸಲಿದ್ದಾರೆ. ನಾಟಕ ಪ್ರದರ್ಶನ ಉಚಿತವಾಗಿದ್ದು, ನಾಟಕ ಕಲಾಸಕ್ತರು ಹೆಚ್ಚಿನ ಸಂಖ್ಯೆಯಲ್ಲಿ ಆಗಮಿಸಿ ನಾಟಕವನ್ನು ವೀಕ್ಷಿಸಲು ಮನವಿ ಮಾಡಿದರು. ಪತ್ರಿಕಾಗೋಷ್ಠಿಯಲ್ಲಿ ಕುಶಾರಾಮ ಕರಿ, ಶಿವಾನಂದ ದಾಸನವರ, ಶಿವಣ್ಣ ಪಶರ, ಸುನಿಲ ಕಂಬಳಿ, ಸುಭಾಷ್ ಮುಂತಾದವರು ಇದ್ದರು. — [768, 193, 941, 543]
karavu-column: ಹೋಮಗಳನ್ನು ಹಮ್ಮಿಕೊಳ್ಳಲಾಗಿತ್ತು. ಇದು ಕುಂಬಾಭಿಷೇಕವನ್ನು ಶ್ರದ್ಧಾ ಭಕ್ತಿಯಿಂದ ನೆರವೇರಿಸಲಾಗಿದೆ ಎಂದರು. ಗ್ರಾಮಸ್ಥರು ಒಗ್ಗಟ್ಟಿನಿಂದ ಹಬ್ಬ ಆಚರಣೆ ಮಾಡಿ ಕುಂಬಾಭಿಷೇಕ ಹಾಗೂ ಪ್ರಸಾದ ವಿನಿಯೋಗದಲ್ಲಿ ಪಾಲ್ಗೊಂಡರು. ಗ್ರಾಮದ ಮುಖಂಡರು ಹಾಗೂ ಭಕ್ತಾದಿಗಳು ಹಾಜರಿದ್ದರು. — [1322, 1246, 1494, 1399]
samaja-headline: ಸಮಾಜ ಸೇವೆಗೆ ಸದಾ ಸಿದ್ಧ: ಸತೀಶ್‌ಕುಮಾರ್ — [626, 1250, 901, 1320]
newspaper-name: ಸಂಜೆವಾಣಿ — [713, 44, 814, 79]
kallatana-column: ಕಳ್ಳರನ್ನು ಪತ್ತೆಮಾಡಬೇಕೆಂದು ಹೇಳಿದರು. ದೇವಸ್ಥಾನದಲ್ಲಿ ಸಿಸಿ ಕ್ಯಾಮರಾ ಅಳವಡಿಸಬೇಕು. ಭದ್ರತಾ ಸಿಬ್ಬಂದಿ ನೇಮಕ ಮಾಡಬೇಕು ಎಂದು ಒತ್ತಾಯಿಸಿದರು. ಸ್ಥಳಕ್ಕೆ ಪೊಲೀಸ್ ಅಧಿಕಾರಿಗಳು ಭೇಟಿ ನೀಡಿ ಪರಿಶೀಲನೆ ನಡೆಸಿದರು. ಪೊಲೀಸರು ಪ್ರಕರಣ ದಾಖಲಿಸಿಕೊಂಡು ತನಿಖೆ ಕೈಗೊಂಡಿದ್ದಾರೆ. ಗ್ರಾಮಸ್ಥರು ಹಾಗೂ ಭಕ್ತಾದಿಗಳು ಸ್ಥಳದಲ್ಲಿ ಜಮಾಯಿಸಿದ್ದರು. ಜಾತ್ರೆಯೊಳಗೆ ಕಳ್ಳರನ್ನು ಬಂಧಿಸಬೇಕು ಎಂದು ಆಗ್ರಹಿಸಿದರು. — [961, 1979, 1133, 2212]
instagram-icon[interactable] — [185, 59, 200, 74]
shikshana-body — [586, 730, 975, 1231]
dharma-column: ಕಡಿಮೆಯಾಗುತ್ತದೆ. ಜ್ಞಾನವುಳ್ಳ ಭಕ್ತಿ ಇದ್ದಲ್ಲಿಗೆ ಗರ್ವಕ್ಕೆ ಜಾಗ ಭಕ್ತಿ ಇದ್ದು ಜ್ಞಾನ ಇದ್ದಲ್ಲಿಗೆ ಅಂಧ ನಂಬಿಕೆ. ಜ್ಞಾನ ಮತ್ತು ಭಕ್ತಿ ಎರಡನ್ನು ಸಮಾನವಾಗಿ ಪಾಲಿಸಿಕೊಂಡಾಗ ಜೀವನ ಸಾರ್ಥಕವಾಗುತ್ತದೆಯೆಂದರು. ಈ ಸಂದರ್ಭದಲ್ಲಿ ಕಲಕಣನಾಡು ಪಟ್ಟಣದ ಹಿರಿಯರಾದ ಶಿವಾನಂದ ಹಿರೇಮಠ, ಸುಭಾಸ ಕಂಬ್ಳಿ, ಕಾಡಯ್ಯ ಕಾಡದೇವರ, ಶಿವಾನಂದ ಹಳ್ಳ ಚನ್ನಪ್ಪ ಸಂಗಣ್ಣನ್ನ, ಈರಣ್ಣ ಬಡಿಗ, ಮಲ್ಲಪ್ಪ ಕೂಗೂರ, ಅರ್ಜುನ ಕಂಬಿ, ಮುದುಕಪ್ಪ ಜನವಾಡ, ಗಂಗಪ್ಪ ಉಮ್ಮನೂರ, ಮಲ್ಲಿಕಾರ್ಜುನ ಕಂಬ್ಳಿ, ಪರಮಾನಂದ ಹಳ್ಳ, ಬಸವರಾಜ ಜನವಾಡ ಸೇರಿದಂತೆ ಅನೇಕರಿದ್ದರು. — [402, 513, 573, 804]
raste-photo — [42, 977, 574, 1246]
registration-dot — [1426, 2358, 1445, 2377]
registration-marks-left — [30, 2358, 175, 2377]
registration-dot — [55, 2358, 74, 2377]
dharma-column: ರಟಕಲ-ಬನಹಟ್ಟಿ,ಫೆ.15:ಧರ್ಮವು ಮಾನವನ ಬದುಕಿಗೆ ಶಿಸ್ತಿನ ಮಾರ್ಗವನ್ನು ಕಲಿಸುವುದರಿಂದಗಿ ಜೀವನಕ್ಕೆ ಧರ್ಮವೇ ದಾರಿ ದೀಪವಾಗಿದೆಯೆಂದುಹೆಬ್ಬಳ್ಳಿಯ ಶ್ರೀವಿರಕ್ತಚಕ್ರವರ್ತಿನೀಲಕಂಠಮಠದ ಜಗದ್ಗುರು ಯೋಗಾಚಾರ್ಯ ಶ್ರೀವಿರಕ್ತಸಿಂಹ ಶಿವಾಚಾರ್ಯ ಮಹಾಸ್ವಾಮೀಗಳು ಹೇಳಿದರು. ತಾಲೂಕಿನ ನಾವದಗಿ ಗ್ರಾಮದ ಶ್ರೀವಿರಕ್ತಮಾಲಿಕೇಶ್ವರಮಠದಲ್ಲಿ ಶಿವರಾತ್ರಿ ನಿಮಿತ್ತ ಜರುಗುತ್ತಿರುವ ಪ್ರವಚನ ಕಾರ್ಯಕ್ರಮದ ದಿವ್ಯ ಸಾನಿಧ್ಯ ವಹಿಸಿ ಆಶೀರ್ವಚನ ನೀಡಿದರು. ಧರ್ಮವನ್ನು ಪಾಲಿಸುವುದರಿಂದ ವ್ಯಕ್ತಿಯ ಮನಸ್ಸು ಶುದ್ಧವಾಗುತ್ತದೆ ಜೊತೆಗೆನೀತಿ-ಧರ್ಮ-ಮೌಲ್ಯಾಧಾರಿತ ಸೇವಾಮನೋಭಾವದಿಂದಮಾಡುವ ಕಾರ್ಯಗಳುಮಾನವಜನ್ಮವನ್ನು — [42, 513, 213, 863]
kallatana-headline: ದೇಗುಲದಲ್ಲಿ ಕಳ್ಳತನ ಪ್ರಕರಣ ಜಾತ್ರೆಯೊಳಗೆ ಕಳ್ಳರ ಪತ್ತೆಗೆ ಒತ್ತಾಯ — [977, 1539, 1478, 1623]
registration-dot — [80, 2358, 99, 2377]
samaja-rule — [586, 1243, 941, 1245]
raste-headline: ರಸ್ತೆ ಸುರಕ್ಷತಾ ಮಾಸಾಚರಣೆ — [107, 899, 497, 949]
durga-column: ಅಭಿಷೇಕ ನಡೆಯಲಿದೆ. ನಂತರ ಪ್ರಧಾನ ದುರ್ಗಾ ಹೋಮ, ಮಹಾಪೂರ್ಣಾಹುತಿ ಹಾಗೂ ಮಹಾಮಂಗಳಾರತಿ ನಡೆಯಲಿದೆ. ಮಧ್ಯಾಹ್ನ 1 ಗಂಟೆಗೆ ಧಾರ್ಮಿಕ ಸಮಾರಂಭ ನಡೆಯಲಿದ್ದು, ನಂತರ ಶ್ರೀ ಕಾಲಭೈರವೇಶ್ವರ ಸ್ವಾಮಿ ದೇವಸ್ಥಾನ ಅವರಿಂದ ಭಕ್ತಾದಿಗಳಿಗೆ "ಅನ್ನಸಂತರ್ಪಣೆ" ಏರ್ಪಡಿಸಲಾಗಿದೆ. ಈ ಎಲ್ಲಾ ಭಕ್ತಿ ಪೂರ್ವಕ ಕಾರ್ಯಕ್ರಮಗಳಲ್ಲಿ ಸುತ್ತಮುತ್ತಲಿನ ಗ್ರಾಮಸ್ಥರು ಹಾಗೂ ಭಕ್ತಾದಿಗಳು ಹೆಚ್ಚಿನ ಸಂಖ್ಯೆಯಲ್ಲಿ ಪಾಲ್ಗೊಂಡು ದೇವಿಯ ಕೃಪೆಗೆ ಪಾತ್ರರಾಗಬೇಕೆಂದು ದೇವಾಲಯ ಸಮಿತಿಯವರು ಕೋರಿದ್ದಾರೆ. — [1322, 750, 1494, 1022]
dharma-photo — [42, 236, 574, 497]
social-handle[interactable]: @sanjevaninews — [30, 50, 136, 66]
nataka-body — [586, 191, 941, 625]
samsthapana-column: ರಟಕಲ-ಬನಹಟ್ಟಿ,ಫೆ.15: ಎಲ್ಲ ಸಮಾಜಗಳೊಡನೆ ಸೌಹಾರ್ದತೆಯ ಸಂಬಂಧ ಹೊಂದಿ, ಬಡವರಿಗೆ ಸಹಾಯಹಸ್ತ ನೀಡುವ ಕಾರ್ಯ ಪ್ರಮುಖವಾದುದು. ತಾಲೂಕು ಸಮಾಜದ ಅಧ್ಯಕ್ಷ ಈಶ್ವರ ಬಿದರಿ ಹೇಳಿದರು. ಬನಹಟ್ಟಿಯ ಶ್ರೀಬಸವೇಶ್ವರ ಸಮುದಾಯ ಭವನದಲ್ಲಿ ನಡೆದ ಬಣಜಿಗ ಸಮಾಜದ ಸಂಸ್ಥಾಪನಾ ದಿನಾಚರಣೆ ಸಮಾರಂಭದಲ್ಲಿ ಅವರು ಮಾತನಾಡಿದರು. — [42, 2140, 213, 2332]
site-url[interactable]: sanjevani.com — [30, 67, 120, 82]
karavu-headline: ಗ್ರಾಮದ ರಕ್ಷಣೆಗೆ ಕರವುಗಲ್ಲು ಪುನರ್ ಪ್ರತಿಷ್ಠಾಪನೆ — [1005, 1124, 1450, 1211]
karavu-body — [961, 1244, 1494, 1522]
karavu-column: ಮಧುಗಿರಿ,ಫೆ.15-ಪೂರ್ವಜರ ಕಾಲದಲ್ಲಿ ಯಾವುದೇ ವೈದ್ಯಕೀಯ ಸೇವೆ ಇಲ್ಲದ ಸಂದರ್ಭದಲ್ಲಿ ಕರವುಗಲ್ಲು ನಂಬಿಕೊಂಡು ಪೂಜೆ ಪುನಸ್ಕಾರಗಳನ್ನು ಮಾಡಲಾಗುತ್ತಿತ್ತು ಎಂದು ಧರ್ಮದರ್ಶಿ ನಾಗರಾಜ ಶಾಸ್ತ್ರಿ ಹೇಳಿದರು. ತಾಲ್ಲೂಕಿನ ಐ.ಡಿ ಹಳ್ಳಿ ಹೋಬಳಿಯ ತಾಡಿ ಗ್ರಾಮದಲ್ಲಿ ನೂತನ ಕರವುಗಲ್ಲು (ಗೊಡ್ಡರಾಯ) ಪುನರ್ ಪ್ರತಿಷ್ಠಾಪನಾ ಕಾರ್ಯಕ್ರಮದಲ್ಲಿ ಭಾಗವಹಿಸಿ ಅವರು ಮಾತನಾಡಿದರು. ಗ್ರಾಮದ ಹಿರಿಯರ ನೇತೃತ್ವದಲ್ಲಿ ಈ ಕಾರ್ಯಕ್ರಮ ನಡೆದಿದೆ. — [961, 1246, 1133, 1478]
registration-dot — [156, 2358, 175, 2377]
raste-photo-scene — [42, 977, 574, 1246]
raste-rule — [31, 824, 572, 827]
durga-column: ಹುಳಿಯಾರು, ಫೆ. 15-ಚಿಕ್ಕನಾಯಕನಹಳ್ಳಿ ತಾಲ್ಲೂಕಿನ ಹುಳಿಯಾರು ಹೋಬಳಿಯ ಕೋರಗೆರೆ ಗ್ರಾಮದ ಗ್ರಾಮದೇವತೆ ಶ್ರೀದುರ್ಗಾಪರಮೇಶ್ವರಿ ಅಮ್ಮನವರ ನೂತನ ದೇಗುಲ ಪುನರ್ ಪ್ರತಿಷ್ಠಾಪನಾ ಮಹೋತ್ಸವವು ಫೆಬ್ರವರಿ 23 ಮತ್ತು 24 ರಂದು ಅತ್ಯಂತ ವೈಭವದಿಂದ ನಡೆಯಲಿದೆ. ಫೆ. 23 ರಂದು ಗ್ರಾಮದ ಶ್ರೀ ಆಂಜನೇಯಸ್ವಾಮಿಯವರ ಹಾಗೆ ಮಾರಿಗೆ ಶ್ರೀ ಅರಿಶಿನ ಅಮ್ಮನವರು, ಶ್ರೀ ಭೂತರಾಯಸ್ವಾಮಿಯವರ ಹಾಗೂ ಇತರ ದೇವರುಗಳನ್ನು ಮಂಗಳವಾದ್ಯಗಳೊಂದಿಗೆ ಕರೆದು ಕೂಡಿಸಲಾಗುವುದು. ಅಂದು ಸಂಜೆ 7 ಗಂಟೆಗೆ ಆಂಜನೇಯಸ್ವಾಮಿ ದೇವಸ್ಥಾನದಲ್ಲಿ ಗ್ರಾಮಸ್ಥರಿಂದ ಹಣ್ಣು ಕಾಯಿ ಫಲತಾಂಬೂಲ ಸೇವೆ ಏರ್ಪಡಿಸಲಾಗಿದೆ. — [961, 750, 1133, 1100]
page-number: 3 — [1457, 43, 1478, 76]
